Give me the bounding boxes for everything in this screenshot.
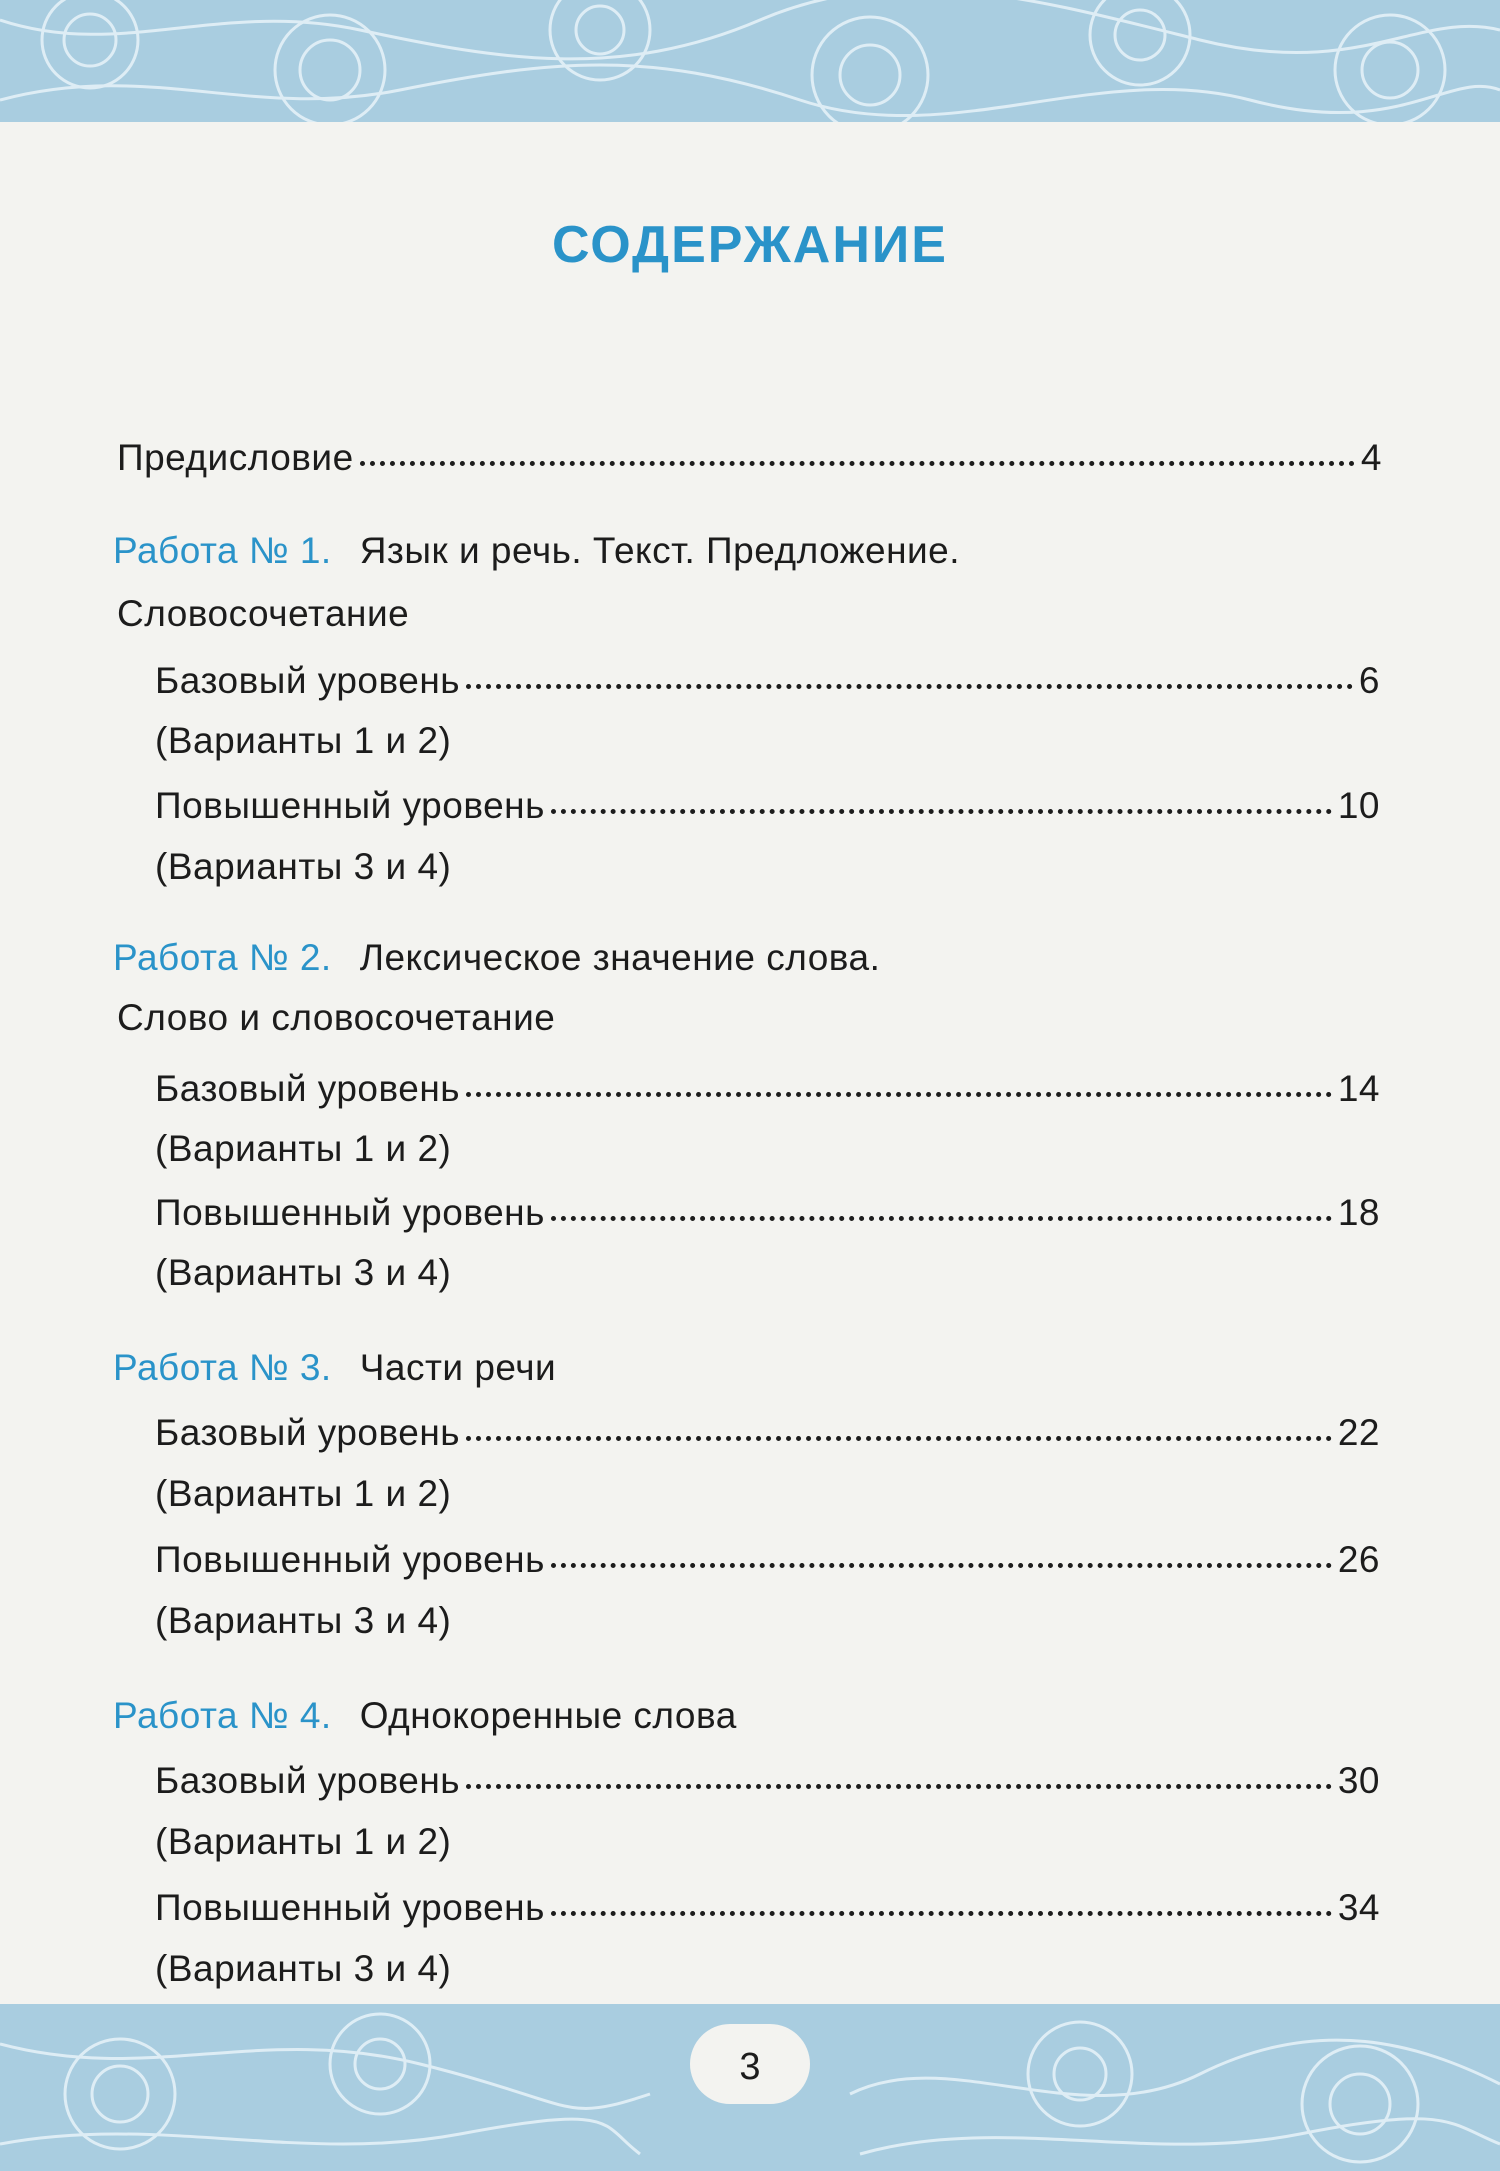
work-3-advanced-variants: (Варианты 3 и 4) xyxy=(155,1600,452,1641)
work-2-advanced-variants: (Варианты 3 и 4) xyxy=(155,1252,452,1293)
toc-entry-page: 26 xyxy=(1337,1539,1380,1580)
page-number: 3 xyxy=(739,2046,761,2088)
top-ornament-band xyxy=(0,0,1500,122)
toc-entry-label: Повышенный уровень xyxy=(155,1192,545,1233)
dot-leader xyxy=(466,1092,1332,1097)
work-2-title-line2: Слово и словосочетание xyxy=(117,997,556,1038)
toc-entry-label: Базовый уровень xyxy=(155,1068,461,1109)
page-title: СОДЕРЖАНИЕ xyxy=(552,216,948,274)
work-number-label: Работа № 4. xyxy=(113,1695,332,1736)
work-2-heading[interactable] xyxy=(113,937,880,979)
work-1-advanced-variants: (Варианты 3 и 4) xyxy=(155,846,452,887)
work-number-label: Работа № 2. xyxy=(113,937,332,978)
toc-entry-label: Повышенный уровень xyxy=(155,1887,545,1928)
toc-entry-work3-basic[interactable] xyxy=(155,1412,1380,1454)
toc-entry-preface[interactable] xyxy=(117,437,1382,479)
work-1-heading[interactable] xyxy=(113,530,960,572)
toc-entry-work2-advanced[interactable] xyxy=(155,1192,1380,1234)
toc-entry-label: Базовый уровень xyxy=(155,660,461,701)
toc-entry-label: Предисловие xyxy=(117,437,354,478)
toc-entry-label: Повышенный уровень xyxy=(155,785,545,826)
work-3-basic-variants: (Варианты 1 и 2) xyxy=(155,1473,452,1514)
work-2-basic-variants: (Варианты 1 и 2) xyxy=(155,1128,452,1169)
toc-entry-label: Повышенный уровень xyxy=(155,1539,545,1580)
work-4-basic-variants: (Варианты 1 и 2) xyxy=(155,1821,452,1862)
toc-entry-work1-basic[interactable] xyxy=(155,660,1380,702)
toc-entry-page: 22 xyxy=(1337,1412,1380,1453)
toc-entry-work4-basic[interactable] xyxy=(155,1760,1380,1802)
work-4-heading[interactable] xyxy=(113,1695,737,1737)
toc-entry-label: Базовый уровень xyxy=(155,1412,461,1453)
dot-leader xyxy=(551,1216,1332,1221)
work-number-label: Работа № 1. xyxy=(113,530,332,571)
toc-entry-work3-advanced[interactable] xyxy=(155,1539,1380,1581)
work-title: Язык и речь. Текст. Предложение. xyxy=(359,530,961,571)
toc-entry-work4-advanced[interactable] xyxy=(155,1887,1380,1929)
dot-leader xyxy=(466,1784,1332,1789)
work-1-basic-variants: (Варианты 1 и 2) xyxy=(155,720,452,761)
work-4-advanced-variants: (Варианты 3 и 4) xyxy=(155,1948,452,1989)
work-number-label: Работа № 3. xyxy=(113,1347,332,1388)
dot-leader xyxy=(466,1436,1332,1441)
dot-leader xyxy=(551,809,1332,814)
work-1-title-line2: Словосочетание xyxy=(117,593,410,634)
toc-entry-page: 30 xyxy=(1337,1760,1380,1801)
work-3-heading[interactable] xyxy=(113,1347,556,1389)
work-title: Лексическое значение слова. xyxy=(359,937,881,978)
dot-leader xyxy=(551,1563,1332,1568)
toc-entry-work2-basic[interactable] xyxy=(155,1068,1380,1110)
toc-entry-page: 4 xyxy=(1360,437,1382,478)
dot-leader xyxy=(466,684,1353,689)
toc-entry-page: 10 xyxy=(1337,785,1380,826)
toc-entry-page: 34 xyxy=(1337,1887,1380,1928)
toc-entry-page: 14 xyxy=(1337,1068,1380,1109)
toc-entry-page: 18 xyxy=(1337,1192,1380,1233)
toc-entry-work1-advanced[interactable] xyxy=(155,785,1380,827)
dot-leader xyxy=(551,1911,1332,1916)
dot-leader xyxy=(360,461,1355,466)
toc-entry-label: Базовый уровень xyxy=(155,1760,461,1801)
toc-entry-page: 6 xyxy=(1358,660,1380,701)
work-title: Однокоренные слова xyxy=(359,1695,737,1736)
work-title: Части речи xyxy=(359,1347,557,1388)
floral-ornament-top xyxy=(0,0,1500,122)
